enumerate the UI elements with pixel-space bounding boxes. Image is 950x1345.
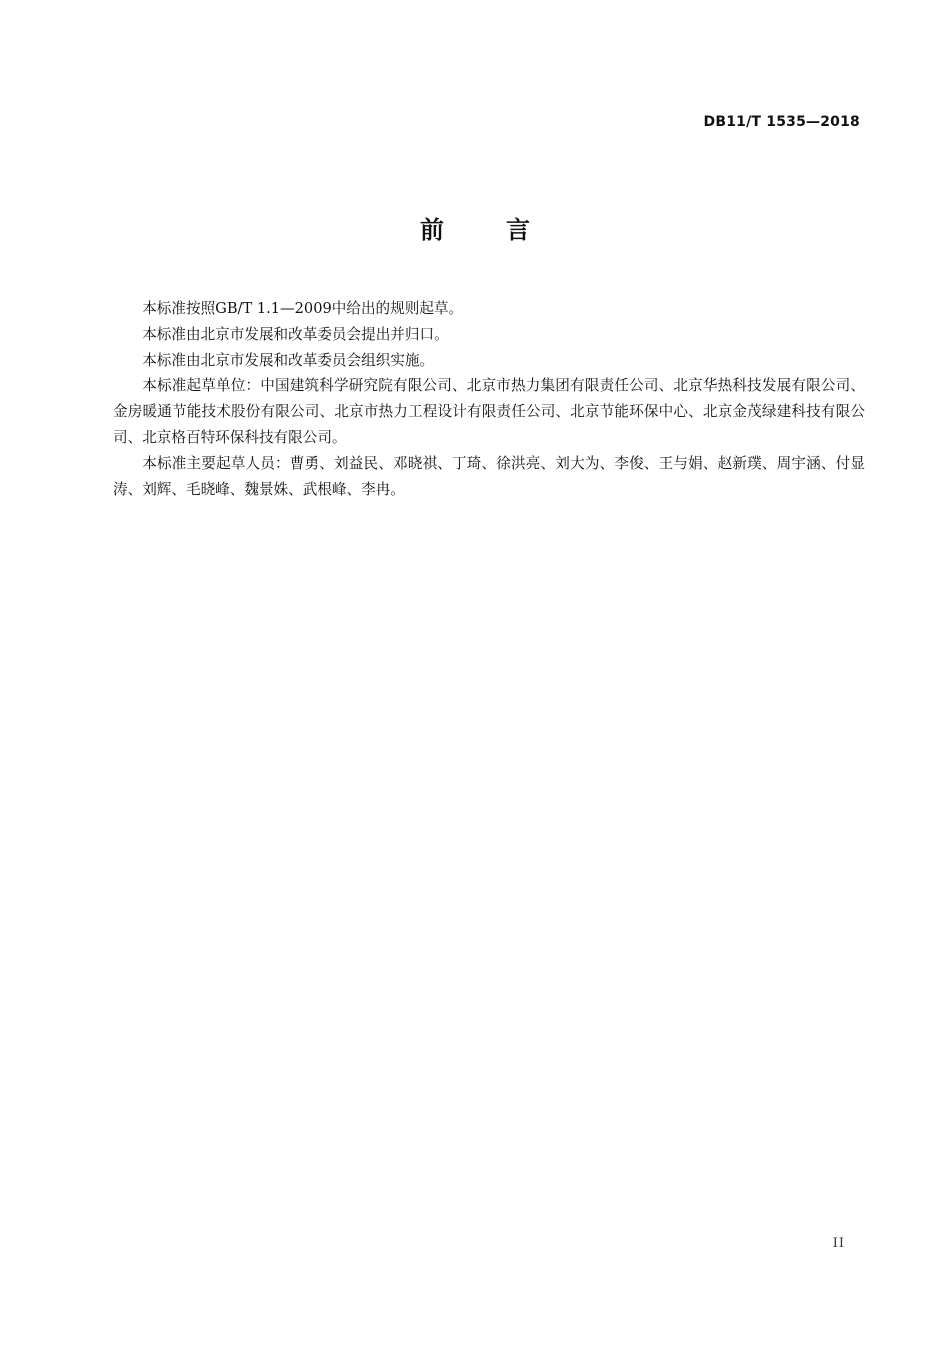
title-char-1: 前 bbox=[420, 216, 444, 244]
page-number: II bbox=[832, 1236, 845, 1251]
page-title bbox=[0, 210, 950, 245]
title-char-2: 言 bbox=[506, 216, 530, 244]
paragraph-drafting-rules: 本标准按照GB/T 1.1—2009中给出的规则起草。 bbox=[142, 300, 464, 317]
paragraph-drafters: 本标准主要起草人员：曹勇、刘益民、邓晓祺、丁琦、徐洪亮、刘大为、李俊、王与娟、赵新璞、周宇涵、付显涛、刘辉、毛晓峰、魏景姝、武根峰、李冉。 bbox=[113, 454, 865, 498]
paragraph-drafting-units: 本标准起草单位：中国建筑科学研究院有限公司、北京市热力集团有限责任公司、北京华热科技发展有限公司、金房暖通节能技术股份有限公司、北京市热力工程设计有限责任公司、北京节能环保中心、北京金茂绿建科技有限公司、北京格百特环保科技有限公司。 bbox=[113, 377, 865, 446]
paragraph-proposer: 本标准由北京市发展和改革委员会提出并归口。 bbox=[142, 325, 449, 343]
foreword-body bbox=[113, 296, 865, 502]
paragraph-implementer: 本标准由北京市发展和改革委员会组织实施。 bbox=[142, 351, 435, 369]
standard-code: DB11/T 1535—2018 bbox=[703, 114, 860, 130]
